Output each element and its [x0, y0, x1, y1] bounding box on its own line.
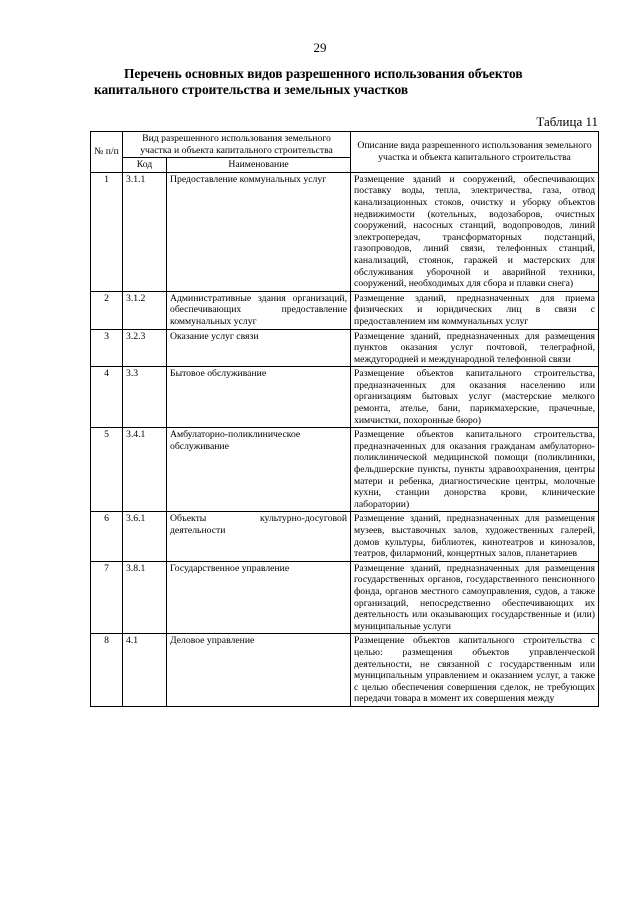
header-type-group: Вид разрешенного использования земельного участка и объекта капитального строительства [123, 132, 351, 158]
row-number: 1 [91, 172, 123, 291]
table-row [91, 329, 599, 367]
row-code: 3.4.1 [123, 428, 167, 512]
table-row [91, 367, 599, 428]
row-code: 3.1.1 [123, 172, 167, 291]
table-row [91, 291, 599, 329]
table-caption: Таблица 11 [536, 114, 598, 129]
row-description: Размещение зданий, предназначенных для размещения пунктов оказания услуг почтовой, телеграфной, междугородней и международной телефонной связи [351, 329, 599, 367]
table-body [91, 172, 599, 706]
row-name: Объекты культурно-досуговой деятельности [167, 512, 351, 561]
row-description: Размещение зданий, предназначенных для размещения государственных органов, государственного пенсионного фонда, органов местного самоуправления, судов, а также организаций, непосредственно обеспечивающих их деятельность или оказывающих государственные и (или) муниципальные услуги [351, 561, 599, 634]
row-description: Размещение объектов капитального строительства, предназначенных для оказания населению или организациям бытовых услуг (мастерские мелкого ремонта, ателье, бани, парикмахерские, прачечные, химчистки, похоронные бюро) [351, 367, 599, 428]
row-name: Бытовое обслуживание [167, 367, 351, 428]
row-number: 2 [91, 291, 123, 329]
table-row [91, 561, 599, 634]
header-num: № п/п [91, 132, 123, 173]
header-name: Наименование [167, 158, 351, 173]
page-number: 29 [313, 40, 327, 55]
table-row [91, 512, 599, 561]
table-row [91, 634, 599, 707]
row-number: 4 [91, 367, 123, 428]
title-line-1: Перечень основных видов разрешенного использования объектов [124, 66, 523, 81]
row-name: Государственное управление [167, 561, 351, 634]
row-code: 3.3 [123, 367, 167, 428]
land-use-table [90, 131, 599, 707]
table-row [91, 428, 599, 512]
row-name: Предоставление коммунальных услуг [167, 172, 351, 291]
document-title [94, 66, 594, 98]
row-description: Размещение зданий, предназначенных для приема физических и юридических лиц в связи с предоставлением им коммунальных услуг [351, 291, 599, 329]
row-number: 8 [91, 634, 123, 707]
row-code: 4.1 [123, 634, 167, 707]
row-name: Амбулаторно-поликлиническое обслуживание [167, 428, 351, 512]
row-number: 7 [91, 561, 123, 634]
row-code: 3.2.3 [123, 329, 167, 367]
table-row [91, 172, 599, 291]
header-description: Описание вида разрешенного использования земельного участка и объекта капитального строительства [351, 132, 599, 173]
row-name: Деловое управление [167, 634, 351, 707]
row-number: 5 [91, 428, 123, 512]
row-name: Административные здания организаций, обеспечивающих предоставление коммунальных услуг [167, 291, 351, 329]
row-number: 6 [91, 512, 123, 561]
row-code: 3.8.1 [123, 561, 167, 634]
row-description: Размещение зданий, предназначенных для размещения музеев, выставочных залов, художественных галерей, домов культуры, библиотек, кинотеатров и кинозалов, театров, филармоний, концертных залов, планетариев [351, 512, 599, 561]
row-description: Размещение зданий и сооружений, обеспечивающих поставку воды, тепла, электричества, газа, отвод канализационных стоков, очистку и уборку объектов недвижимости (котельных, водозаборов, очистных сооружений, насосных станций, водопроводов, линий электропередач, трансформаторных подстанций, газопроводов, линий связи, телефонных станций, канализаций, стоянок, гаражей и мастерских для обслуживания уборочной и аварийной техники, сооружений, необходимых для сбора и плавки снега) [351, 172, 599, 291]
row-description: Размещение объектов капитального строительства, предназначенных для оказания гражданам амбулаторно-поликлинической медицинской помощи (поликлиники, фельдшерские пункты, пункты здравоохранения, центры матери и ребенка, диагностические центры, молочные кухни, станции донорства крови, клинические лаборатории) [351, 428, 599, 512]
header-code: Код [123, 158, 167, 173]
row-name: Оказание услуг связи [167, 329, 351, 367]
row-code: 3.6.1 [123, 512, 167, 561]
row-code: 3.1.2 [123, 291, 167, 329]
title-line-2: капитального строительства и земельных участков [94, 82, 409, 97]
row-description: Размещение объектов капитального строительства с целью: размещения объектов управленческой деятельности, не связанной с государственным или муниципальным управлением и оказанием услуг, а также с целью обеспечения совершения сделок, не требующих передачи товара в момент их совершения между [351, 634, 599, 707]
row-number: 3 [91, 329, 123, 367]
